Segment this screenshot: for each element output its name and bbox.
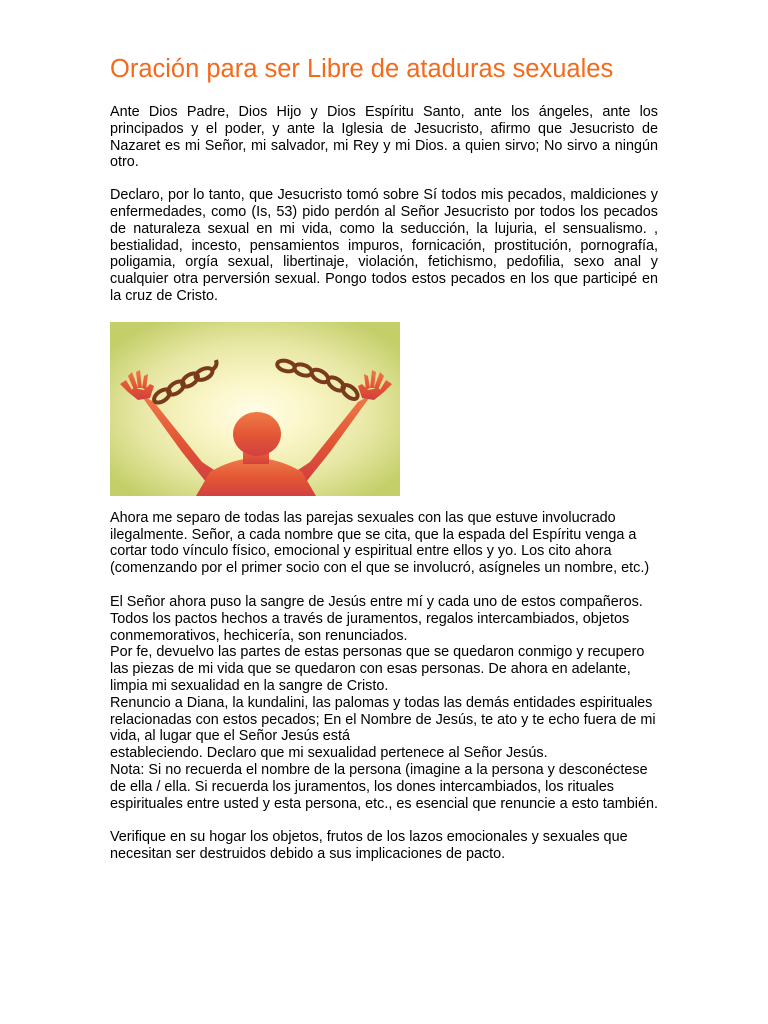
renunciation-line: estableciendo. Declaro que mi sexualidad pertenece al Señor Jesús. <box>110 745 548 762</box>
paragraph-declaration: Declaro, por lo tanto, que Jesucristo tomó sobre Sí todos mis pecados, maldiciones y enfermedades, como (Is, 53) pido perdón al Señor Jesucristo por todos los pecados de naturaleza sexual en mi vida, como la seducción, la lujuria, el sensualismo. , bestialidad, incesto, pensamientos impuros, fornicación, prostitución, pornografía, poligamia, orgía sexual, libertinaje, violación, fetichismo, pedofilia, sexo anal y cualquier otra perversión sexual. Pongo todos estos pecados en los que participé en la cruz de Cristo. <box>110 187 658 304</box>
paragraph-verification: Verifique en su hogar los objetos, frutos de los lazos emocionales y sexuales que necesitan ser destruidos debido a sus implicaciones de pacto. <box>110 829 628 863</box>
paragraph-renunciation <box>110 594 658 812</box>
paragraph-affirmation: Ante Dios Padre, Dios Hijo y Dios Espíritu Santo, ante los ángeles, ante los principados y el poder, y ante la Iglesia de Jesucristo, afirmo que Jesucristo de Nazaret es mi Señor, mi salvador, mi Rey y mi Dios. a quien sirvo; No sirvo a ningún otro. <box>110 104 658 171</box>
paragraph-separation: Ahora me separo de todas las parejas sexuales con las que estuve involucrado ilegalmente. Señor, a cada nombre que se cita, que la espada del Espíritu venga a cortar todo vínculo físico, emocional y espiritual entre ellos y yo. Los cito ahora (comenzando por el primer socio con el que se involucró, asígneles un nombre, etc.) <box>110 509 650 577</box>
document-page <box>110 54 658 863</box>
renunciation-line: El Señor ahora puso la sangre de Jesús entre mí y cada uno de estos compañeros. Todos los pactos hechos a través de juramentos, regalos intercambiados, objetos conmemorativos, hechicería, son renunciados. <box>110 593 643 644</box>
page-title: Oración para ser Libre de ataduras sexuales <box>110 55 614 83</box>
renunciation-note: Nota: Si no recuerda el nombre de la persona (imagine a la persona y desconéctese de ella / ella. Si recuerda los juramentos, los dones intercambiados, los rituales espirituales entre usted y esta persona, etc., es esencial que renuncie a esto también. <box>110 761 658 812</box>
renunciation-line: Por fe, devuelvo las partes de estas personas que se quedaron conmigo y recupero las piezas de mi vida que se quedaron con esas personas. De ahora en adelante, limpia mi sexualidad en la sangre de Cristo. <box>110 644 645 694</box>
renunciation-line: Renuncio a Diana, la kundalini, las palomas y todas las demás entidades espirituales relacionadas con estos pecados; En el Nombre de Jesús, te ato y te echo fuera de mi vida, al lugar que el Señor Jesús está <box>110 694 656 745</box>
broken-chains-illustration <box>110 322 400 496</box>
